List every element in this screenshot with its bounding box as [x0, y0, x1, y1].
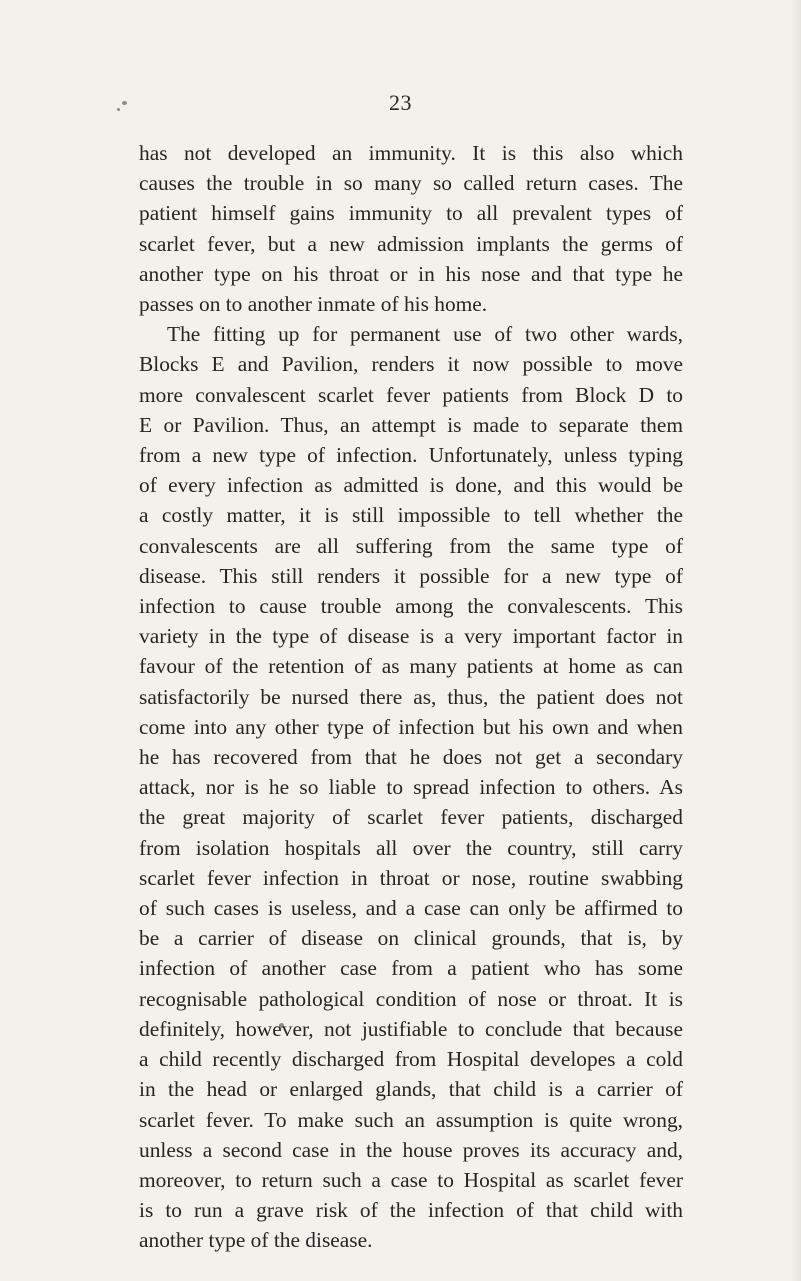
text-line: causes the trouble in so many so called return cases. The [139, 171, 683, 196]
text-line: from a new type of infection. Unfortunately, unless typing [139, 443, 683, 468]
text-line: be a carrier of disease on clinical grounds, that is, by [139, 926, 683, 951]
text-line: of such cases is useless, and a case can only be affirmed to [139, 896, 683, 921]
text-line: of every infection as admitted is done, and this would be [139, 473, 683, 498]
text-line: another type of the disease. [139, 1228, 373, 1253]
text-line: scarlet fever. To make such an assumption is quite wrong, [139, 1107, 683, 1132]
text-line: E or Pavilion. Thus, an attempt is made to separate them [139, 412, 683, 437]
text-line: from isolation hospitals all over the country, still carry [139, 835, 683, 860]
text-line: patient himself gains immunity to all prevalent types of [139, 201, 683, 226]
text-line: convalescents are all suffering from the same type of [139, 533, 683, 558]
text-line: scarlet fever infection in throat or nose, routine swabbing [139, 865, 683, 890]
text-line: infection to cause trouble among the convalescents. This [139, 594, 683, 619]
text-line: he has recovered from that he does not get a secondary [139, 745, 683, 770]
text-line: another type on his throat or in his nose and that type he [139, 261, 683, 286]
text-line: moreover, to return such a case to Hospital as scarlet fever [139, 1167, 683, 1192]
text-line: Blocks E and Pavilion, renders it now possible to move [139, 352, 683, 377]
text-line: come into any other type of infection but his own and when [139, 714, 683, 739]
text-line: has not developed an immunity. It is this also which [139, 141, 683, 165]
text-line: The fitting up for permanent use of two other wards, [167, 322, 683, 347]
text-line: unless a second case in the house proves its accuracy and, [139, 1137, 683, 1162]
body-text [139, 138, 683, 1256]
text-line: in the head or enlarged glands, that child is a carrier of [139, 1077, 683, 1102]
text-line: favour of the retention of as many patients at home as can [139, 654, 683, 679]
ink-speck [122, 101, 127, 105]
text-line: attack, nor is he so liable to spread infection to others. As [139, 775, 683, 800]
text-line: a costly matter, it is still impossible to tell whether the [139, 503, 683, 528]
text-line: infection of another case from a patient who has some [139, 956, 683, 981]
text-line: is to run a grave risk of the infection of that child with [139, 1198, 683, 1223]
page-number: 23 [389, 90, 412, 115]
text-line: scarlet fever, but a new admission implants the germs of [139, 231, 683, 256]
ink-speck [117, 108, 120, 111]
text-line: more convalescent scarlet fever patients from Block D to [139, 382, 683, 407]
text-line: variety in the type of disease is a very important factor in [139, 624, 683, 649]
text-line: a child recently discharged from Hospital developes a cold [139, 1047, 683, 1072]
paragraph [139, 138, 683, 319]
text-line: satisfactorily be nursed there as, thus, the patient does not [139, 684, 683, 709]
text-line: disease. This still renders it possible for a new type of [139, 563, 683, 588]
text-line: the great majority of scarlet fever patients, discharged [139, 805, 683, 830]
page-edge-shadow [791, 0, 801, 1281]
text-line: definitely, however, not justifiable to conclude that because [139, 1016, 683, 1041]
text-line: passes on to another inmate of his home. [139, 292, 488, 317]
paragraph [139, 319, 683, 1255]
text-line: recognisable pathological condition of nose or throat. It is [139, 986, 683, 1011]
